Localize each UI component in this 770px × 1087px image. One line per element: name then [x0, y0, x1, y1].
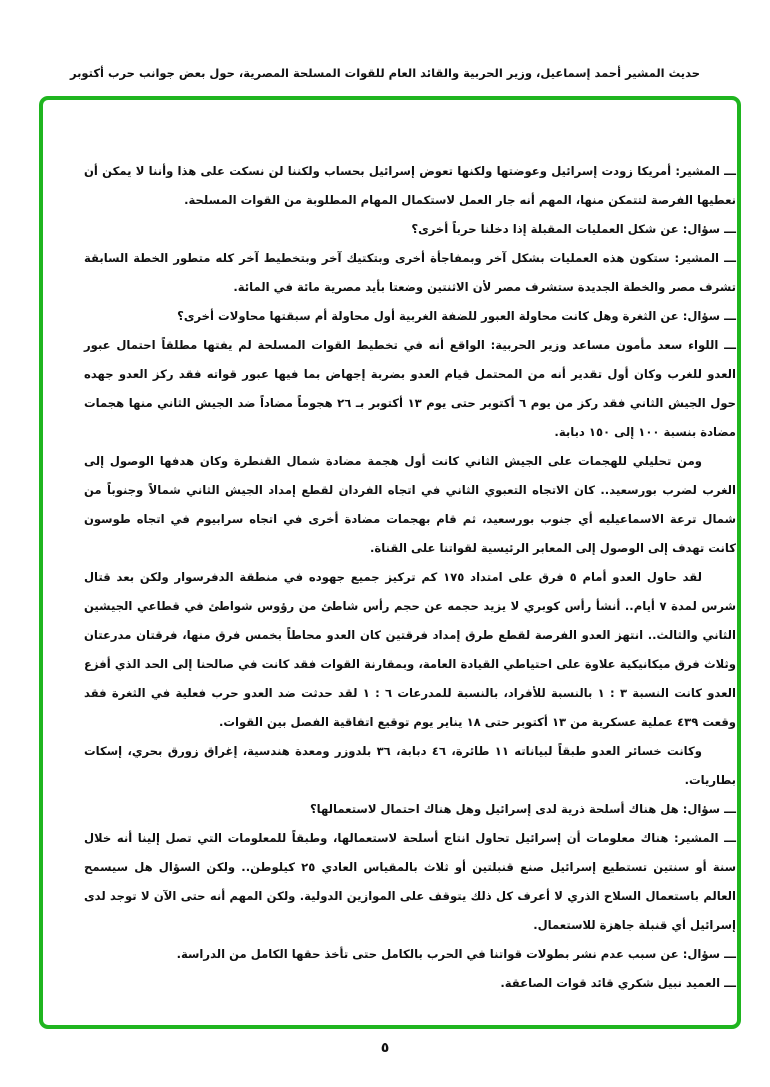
- paragraph: ـــ سؤال: عن شكل العمليات المقبلة إذا دخلنا حرباً أخرى؟: [411, 222, 736, 236]
- paragraph: ـــ المشير: هناك معلومات أن إسرائيل تحاول انتاج أسلحة لاستعمالها، وطبقاً للمعلومات التي تصل إلينا أنه خلال سنة أو سنتين تستطيع إسرائيل صنع قنبلتين أو ثلاث بالمقياس العادي ٢٥ كيلوطن.. ولكن السؤال هل سيسمح العالم باستعمال السلاح الذري لا أعرف كل ذلك يتوقف على الموازين الدولية. ولكن المهم أنه حتى الآن لا توجد لدى إسرائيل أي قنبلة جاهزة للاستعمال.: [84, 831, 736, 932]
- paragraph: ـــ سؤال: هل هناك أسلحة ذرية لدى إسرائيل وهل هناك احتمال لاستعمالها؟: [309, 802, 736, 816]
- paragraph: لقد حاول العدو أمام ٥ فرق على امتداد ١٧٥ كم تركيز جميع جهوده في منطقة الدفرسوار ولكن بعد قتال شرس لمدة ٧ أيام.. أنشأ رأس كوبري لا يزيد حجمه عن حجم رأس شاطئ من رؤوس شواطئ في قطاعي الجيشين الثاني والثالث.. انتهز العدو الفرصة لقطع طرق إمداد فرقتين كان العدو محاطاً بخمس فرق منها، فرقتان مدرعتان وثلاث فرق ميكانيكية علاوة على احتياطي القيادة العامة، وبمقارنة القوات فقد كانت في صالحنا إلى الحد الذي أفزع العدو كانت النسبة ٣ : ١ بالنسبة للأفراد، بالنسبة للمدرعات ٦ : ١ لقد حدثت ضد العدو حرب فعلية في الثغرة فقد وقعت ٤٣٩ عملية عسكرية من ١٣ أكتوبر حتى ١٨ يناير يوم توقيع اتفاقية الفصل بين القوات.: [84, 570, 736, 729]
- paragraph: ومن تحليلي للهجمات على الجيش الثاني كانت أول هجمة مضادة شمال القنطرة وكان هدفها الوصول إلى الغرب لضرب بورسعيد.. كان الاتجاه التعبوي الثاني في اتجاه الفردان لقطع إمداد الجيش الثاني شمالاً وجنوباً من شمال ترعة الاسماعيليه أي جنوب بورسعيد، ثم قام بهجمات مضادة أخرى في اتجاه سرابيوم في اتجاه طوسون كانت تهدف إلى الوصول إلى المعابر الرئيسية لقواتنا على القناة.: [84, 454, 736, 555]
- paragraph: ـــ المشير: ستكون هذه العمليات بشكل آخر وبمفاجأة أخرى وبتكتيك آخر وبتخطيط آخر كله متطور الخطة السابقة تشرف مصر والخطة الجديدة ستشرف مصر لأن الاثنتين وضعتا بأيد مصرية مائة في المائة.: [84, 251, 736, 294]
- page-number: ٥: [380, 1040, 390, 1056]
- paragraph: ـــ العميد نبيل شكري قائد قوات الصاعقة.: [500, 976, 736, 990]
- running-header: حديث المشير أحمد إسماعيل، وزير الحربية والقائد العام للقوات المسلحة المصرية، حول بعض جوانب حرب أكتوبر: [69, 66, 701, 80]
- document-body: [84, 157, 736, 998]
- paragraph: ـــ اللواء سعد مأمون مساعد وزير الحربية: الواقع أنه في تخطيط القوات المسلحة لم يفتها مطلقاً احتمال عبور العدو للغرب وكان أول تقدير أنه من المحتمل قيام العدو بضربة إجهاض بما فيها عبور قواته فقد ركز العدو جهده حول الجيش الثاني فقد ركز من يوم ٦ أكتوبر حتى يوم ١٣ أكتوبر بـ ٢٦ هجوماً مضاداً ضد الجيش الثاني منها هجمات مضادة بنسبة ١٠٠ إلى ١٥٠ دبابة.: [84, 338, 736, 439]
- paragraph: وكانت خسائر العدو طبقاً لبياناته ١١ طائرة، ٤٦ دبابة، ٣٦ بلدوزر ومعدة هندسية، إغراق زورق بحري، إسكات بطاريات.: [84, 744, 736, 787]
- paragraph: ـــ سؤال: عن الثغرة وهل كانت محاولة العبور للضفة الغربية أول محاولة أم سبقتها محاولات أخرى؟: [177, 309, 736, 323]
- paragraph: ـــ سؤال: عن سبب عدم نشر بطولات قواتنا في الحرب بالكامل حتى تأخذ حقها الكامل من الدراسة.: [176, 947, 736, 961]
- paragraph: ـــ المشير: أمريكا زودت إسرائيل وعوضتها ولكنها تعوض إسرائيل بحساب ولكننا لن نسكت على هذا وأننا لا يمكن أن نعطيها الفرصة لتتمكن منها، المهم أنه جار العمل لاستكمال المهام المطلوبة من القوات المسلحة.: [84, 164, 736, 207]
